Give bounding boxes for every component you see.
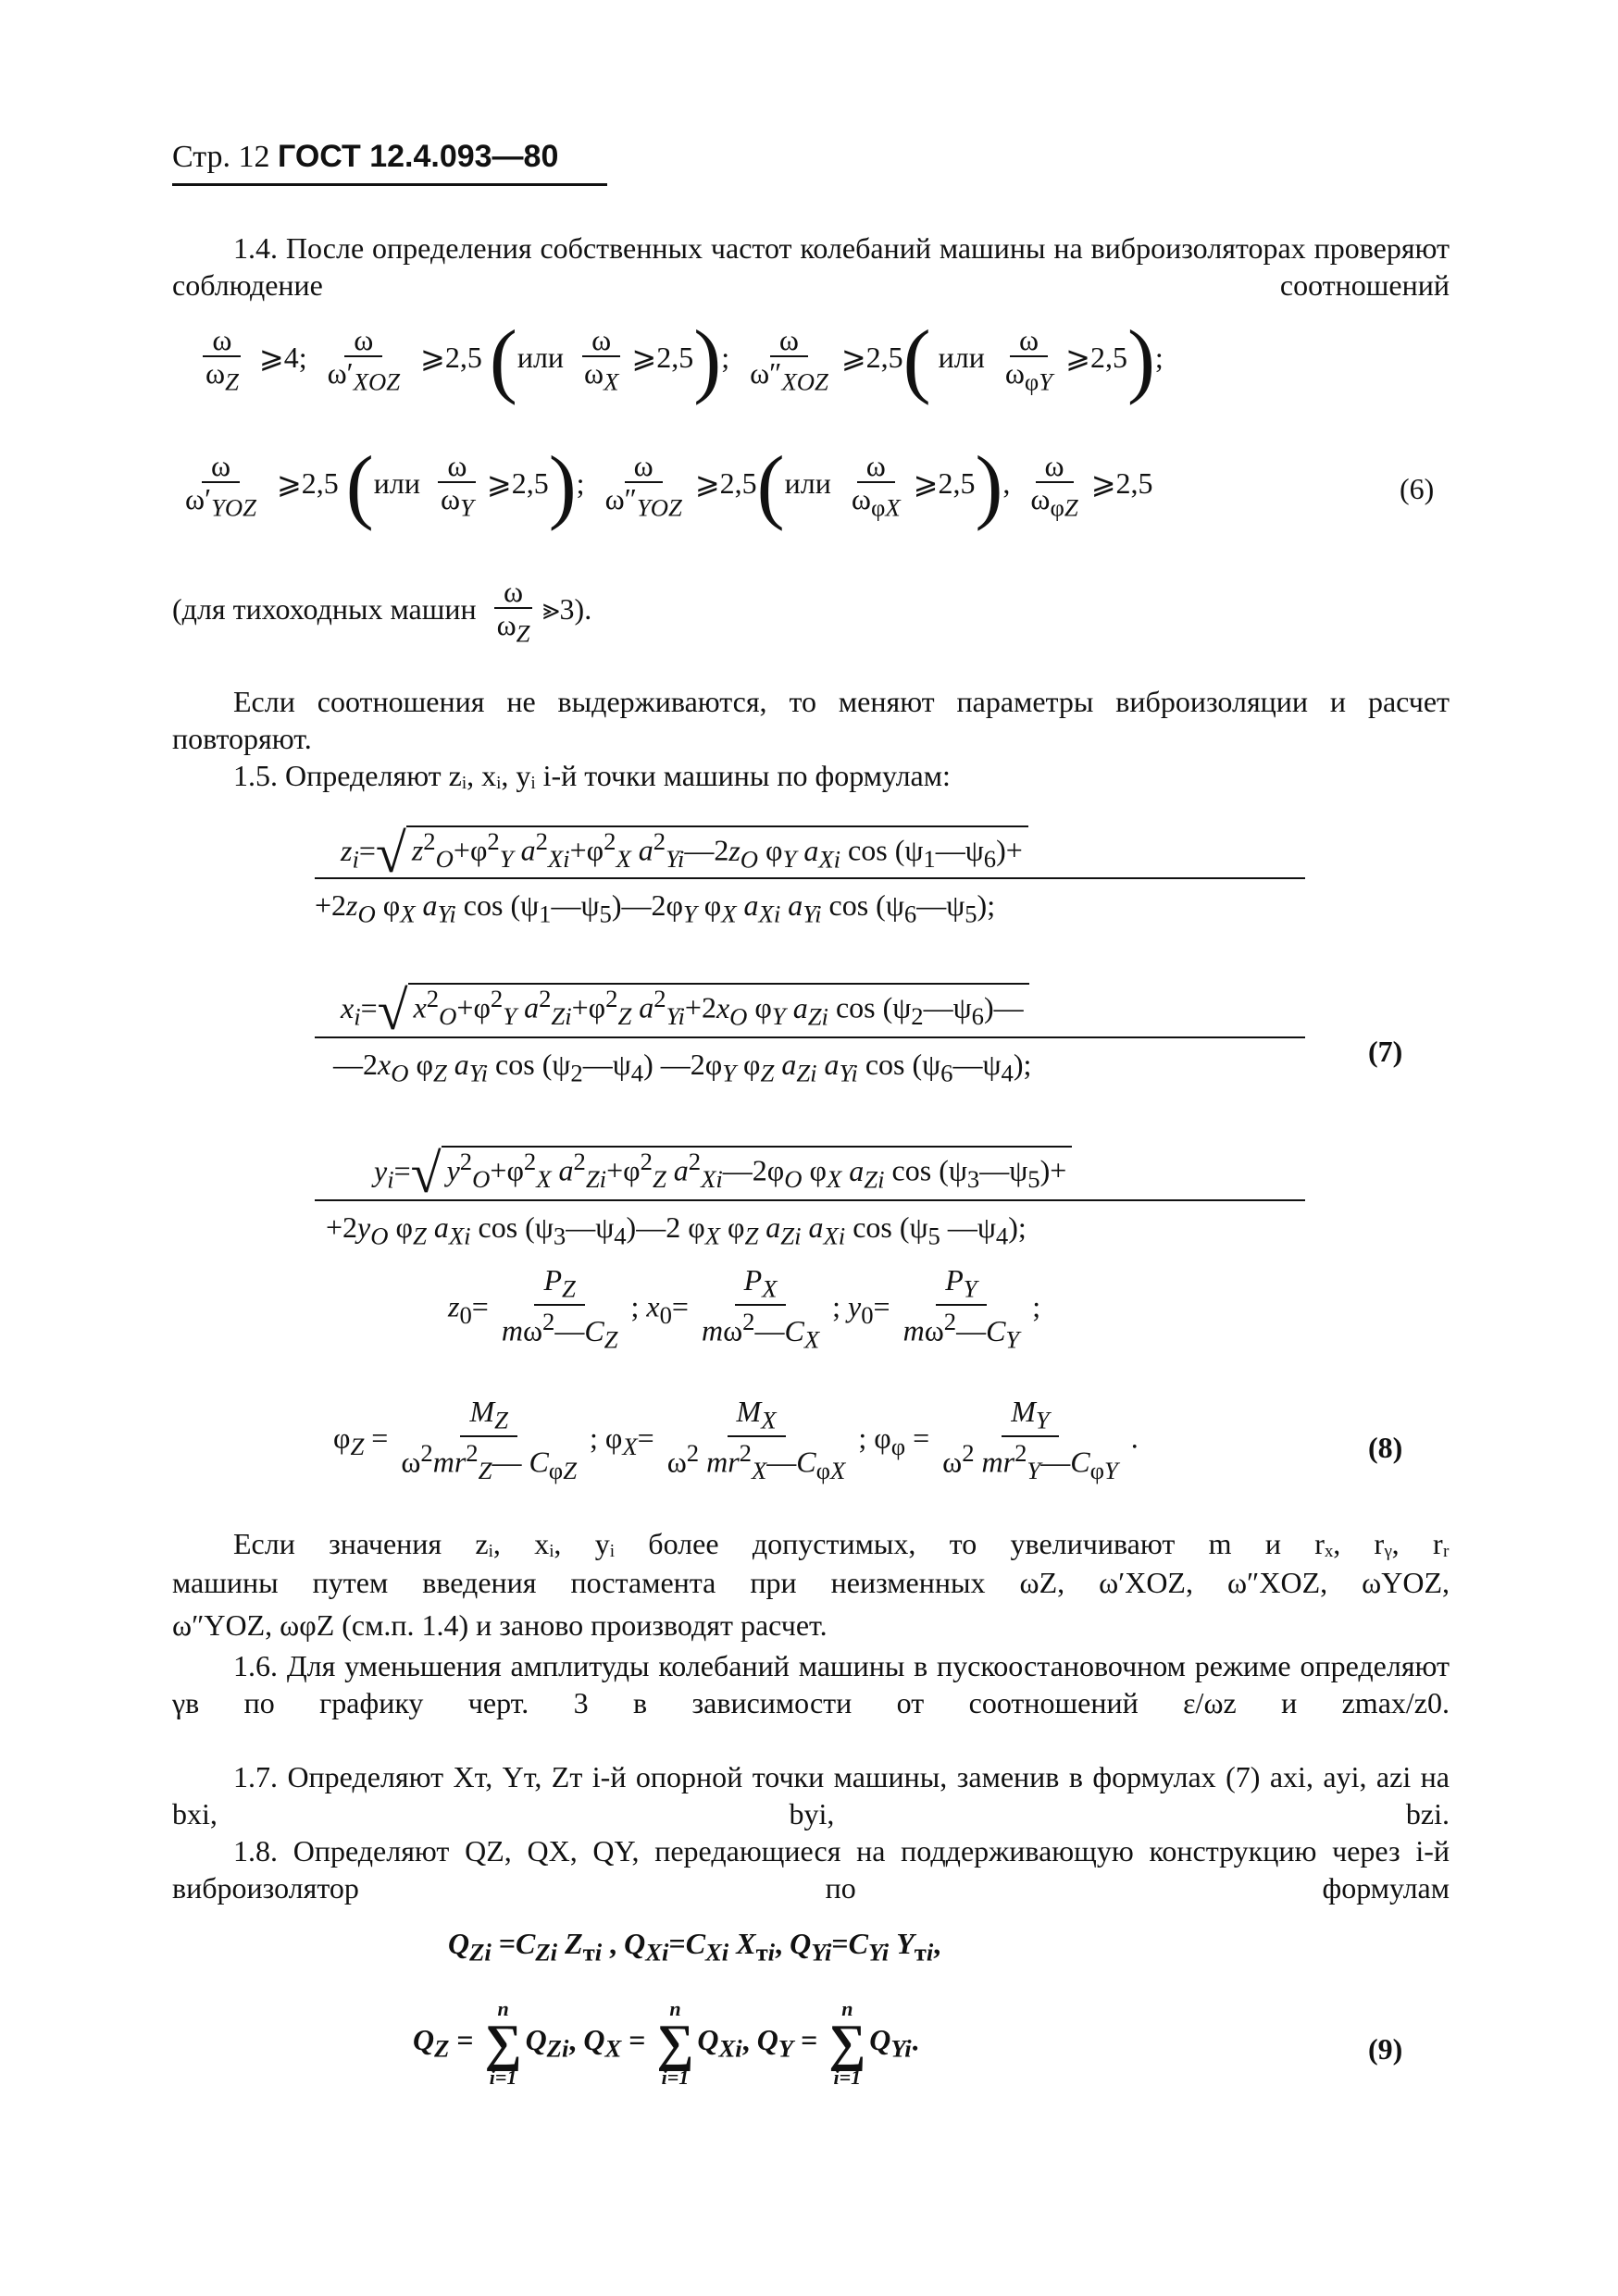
formula-z: $z_i=√$ $z^2_O+\varphi^2_Y$ $a^2_{Xi}+\varphi^2_X$ $a^2_{Yi}—2z_O$ $\varphi_Y$ $a_{Xi}$ $\cos (\psi_1—\psi_6)+$ <box>341 822 1028 886</box>
page-header <box>172 139 607 175</box>
formula-x-cont: $—2x_O$ $\varphi_Z$ $a_{Yi}$ $\cos (\psi_2—\psi_4)$ $—2\varphi_Y$ $\varphi_Z$ $a_{Zi}$ $a_{Yi}$ $\cos (\psi_6—\psi_4)$; <box>333 1048 1032 1087</box>
inequalities-line-1: $\frac{\omega}{\omega_Z}$ ⩾4; $\frac{\omega}{\omega'_{XOZ}}$ ⩾2,5 (или $\frac{\omega}{\omega_X}$ ⩾2,5); $\frac{\omega}{\omega''_{XOZ}}$ ⩾2,5( или $\frac{\omega}{\omega_{\varphi Y}}$ ⩾2,5); <box>193 324 1164 397</box>
formula-z-cont: $+2z_O$ $\varphi_X$ $a_{Yi}$ $\cos (\psi_1—\psi_5)—2\varphi_Y$ $\varphi_X$ $a_{Xi}$ $a_{Yi}$ $\cos (\psi_6—\psi_5)$; <box>315 888 996 928</box>
paragraph-after-8-line1: Если значения zᵢ, xᵢ, yᵢ более допустимых, то увеличивают m и rₓ, rᵧ, rᵣ <box>233 1527 1450 1560</box>
formula-q-components: $Q_{Zi} =C_{Zi}$ $Z_{тi}$ , $Q_{Xi}=C_{Xi}$ $X_{тi}$, $Q_{Yi}=C_{Yi}$ $Y_{тi}$, <box>448 1927 941 1967</box>
section-1-5: 1.5. Определяют zᵢ, xᵢ, yᵢ i-й точки машины по формулам: <box>233 759 951 792</box>
section-1-6: 1.6. Для уменьшения амплитуды колебаний машины в пускоостановочном режиме определяют γв по графику черт. 3 в зависимости от соотношений ε/ωz и zmax/z0. <box>172 1649 1450 1719</box>
section-1-8: 1.8. Определяют QZ, QX, QY, передающиеся на поддерживающую конструкцию через i-й виброизолятор по формулам <box>172 1834 1450 1905</box>
slow-machines-condition: (для тихоходных машин $\frac{\omega}{\omega_Z}$ ⪢3). <box>172 575 592 648</box>
eq-number-8: (8) <box>1368 1431 1403 1464</box>
section-1-7: 1.7. Определяют Xт, Yт, Zт i-й опорной точки машины, заменив в формулах (7) axi, ayi, azi на bxi, byi, bzi. <box>172 1760 1450 1831</box>
formula-q-sums: $Q_Z$ = n ∑ i=1 $Q_{Zi}$, $Q_X$ = n ∑ i=1 $Q_{Xi}$, $Q_Y$ = n ∑ i=1 $Q_{Yi}$. <box>413 1997 919 2089</box>
section-1-4: 1.4. После определения собственных частот колебаний машины на виброизоляторах проверяют соблюдение соотношений <box>172 231 1450 302</box>
formula-x: $x_i=√$ $x^2_O+\varphi^2_Y$ $a^2_{Zi}+\varphi^2_Z$ $a^2_{Yi}+2x_O$ $\varphi_Y$ $a_{Zi}$ $\cos (\psi_2—\psi_6)—$ <box>341 979 1029 1043</box>
formula-phi: $\varphi_Z$ = $\frac{M_Z}{\omega^2mr^2_Z— C_{\varphi Z}}$ ; $\varphi_X=$ $\frac{M_X}{\omega^2 mr^2_X—C_{\varphi X}}$ ; $\varphi_\varphi$ = $\frac{M_Y}{\omega^2 mr^2_Y—C_{\varphi Y}}$ . <box>333 1395 1139 1485</box>
paragraph-after-8-line3: ω″YOZ, ωφZ (см.п. 1.4) и заново производят расчет. <box>172 1608 828 1642</box>
standard-code: ГОСТ 12.4.093—80 <box>278 139 559 174</box>
formula-x-rule <box>315 1036 1305 1038</box>
formula-z-rule <box>315 877 1305 879</box>
formula-y-rule <box>315 1199 1305 1201</box>
eq-number-7: (7) <box>1368 1035 1403 1068</box>
paragraph-after-8-line2: машины путем введения постамента при неизменных ωZ, ω′XOZ, ω″XOZ, ωYOZ, <box>172 1566 1450 1599</box>
header-rule <box>172 183 607 186</box>
paragraph-if-not-satisfied: Если соотношения не выдерживаются, то меняют параметры виброизоляции и расчет повторяют. <box>172 685 1450 755</box>
eq-number-6: (6) <box>1400 472 1435 505</box>
page-label: Стр. 12 <box>172 140 270 174</box>
slow-machines-label: (для тихоходных машин <box>172 592 477 627</box>
formula-y: $y_i=√$ $y^2_O+\varphi^2_X$ $a^2_{Zi}+\varphi^2_Z$ $a^2_{Xi}—2\varphi_O$ $\varphi_X$ $a_{Zi}$ $\cos (\psi_3—\psi_5)+$ <box>374 1142 1072 1206</box>
formula-y-cont: $+2y_O$ $\varphi_Z$ $a_{Xi}$ $\cos (\psi_3—\psi_4)—2$ $\varphi_X$ $\varphi_Z$ $a_{Zi}$ $a_{Xi}$ $\cos (\psi_5$ $—\psi_4$); <box>326 1210 1027 1250</box>
inequalities-line-2: $\frac{\omega}{\omega'_{YOZ}}$ ⩾2,5 (или $\frac{\omega}{\omega_Y}$ ⩾2,5); $\frac{\omega}{\omega''_{YOZ}}$ ⩾2,5(или $\frac{\omega}{\omega_{\varphi X}}$ ⩾2,5), $\frac{\omega}{\omega_{\varphi Z}}$ ⩾2,5 <box>185 440 1153 532</box>
eq-number-9: (9) <box>1368 2032 1403 2066</box>
formula-z0-x0-y0: $z_0=$ $\frac{P_Z}{m\omega^2—C_Z}$ ; $x_0=$ $\frac{P_X}{m\omega^2—C_X}$ ; $y_0=$ $\frac{P_Y}{m\omega^2—C_Y}$ ; <box>448 1263 1041 1354</box>
